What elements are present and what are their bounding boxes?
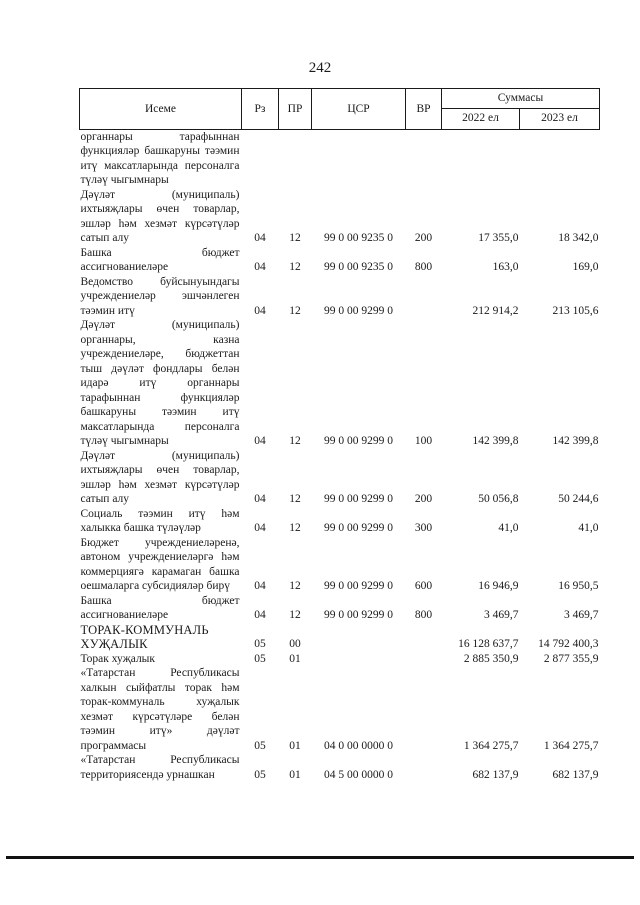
table-row: [80, 753, 600, 782]
row-name: органнары тарафыннан функцияләр башкаруны тәэмин итү максатларында персоналга түләү чыгымнары: [80, 130, 240, 186]
row-amount-2022: 1 364 275,7: [463, 739, 519, 752]
row-amount-2022: 50 056,8: [478, 493, 519, 505]
row-rz: 05: [254, 638, 266, 650]
row-pr: 01: [289, 768, 301, 781]
row-amount-2023: 18 342,0: [558, 232, 599, 244]
row-name: «Татарстан Республикасы территориясендә урнашкан: [80, 754, 240, 781]
row-rz: 04: [254, 232, 266, 244]
row-amount-2022: 2 885 350,9: [463, 652, 519, 665]
header-csr: ЦСР: [312, 89, 406, 130]
header-pr: ПР: [279, 89, 312, 130]
page-number: 242: [308, 60, 332, 76]
row-csr: 99 0 00 9299 0: [324, 609, 393, 621]
table-row: [80, 188, 600, 246]
row-amount-2023: [520, 129, 600, 188]
row-vr: [406, 753, 442, 782]
row-amount-2022: 41,0: [498, 522, 519, 534]
row-vr: [406, 652, 442, 667]
row-csr: 99 0 00 9299 0: [324, 435, 393, 447]
row-csr: 04 5 00 0000 0: [324, 768, 393, 781]
table-row: [80, 536, 600, 594]
row-rz: 04: [254, 304, 266, 317]
row-csr: 04 0 00 0000 0: [324, 739, 393, 752]
row-pr: 12: [289, 522, 301, 534]
row-name: Дәүләт (муниципаль) органнары, казна учреждениеләре, бюджеттан тыш дәүләт фондлары белән идарә итү органнары тарафыннан функцияләр башкаруны тәэмин итү максатларында персоналга түләү чыгымнары: [80, 319, 240, 447]
row-vr: 600: [414, 580, 433, 592]
row-amount-2023: 16 950,5: [558, 580, 599, 592]
header-vr: ВР: [406, 89, 442, 130]
table-row: [80, 449, 600, 507]
row-vr: 100: [414, 435, 433, 447]
row-rz: 05: [254, 739, 266, 752]
row-csr: [312, 129, 406, 188]
row-name: Ведомство буйсынуындагы учреждениеләр эшчәнлеген тәэмин итү: [80, 275, 240, 317]
row-rz: 04: [254, 261, 266, 273]
row-rz: 04: [254, 435, 266, 447]
row-vr: [406, 666, 442, 753]
row-rz: 04: [254, 522, 266, 534]
row-amount-2022: [442, 129, 520, 188]
row-vr: 300: [414, 522, 433, 534]
row-amount-2023: 14 792 400,3: [538, 638, 599, 650]
row-amount-2022: 142 399,8: [472, 435, 519, 447]
row-csr: [312, 623, 406, 652]
row-csr: 99 0 00 9299 0: [324, 304, 393, 317]
row-amount-2022: 16 946,9: [478, 580, 519, 592]
header-year-2023: 2023 ел: [520, 108, 600, 129]
row-name: «Татарстан Республикасы халкын сыйфатлы торак һәм торак-коммуналь хуҗалык хезмәт күрсәтүләре белән тәэмин итү» дәүләт программасы: [80, 667, 240, 752]
row-name: Башка бюджет ассигнованиеләре: [80, 594, 240, 621]
row-pr: 12: [289, 232, 301, 244]
row-rz: 05: [254, 652, 266, 665]
row-vr: [406, 129, 442, 188]
row-pr: 12: [289, 435, 301, 447]
row-rz: 04: [254, 493, 266, 505]
row-csr: 99 0 00 9235 0: [324, 232, 393, 244]
row-rz: 04: [254, 609, 266, 621]
row-amount-2022: 16 128 637,7: [458, 638, 519, 650]
header-sums: Суммасы: [442, 89, 600, 109]
row-csr: 99 0 00 9299 0: [324, 522, 393, 534]
row-pr: [279, 129, 312, 188]
header-year-2022: 2022 ел: [442, 108, 520, 129]
table-row: [80, 129, 600, 188]
row-pr: 12: [289, 580, 301, 592]
row-amount-2022: 163,0: [492, 261, 519, 273]
row-pr: 12: [289, 261, 301, 273]
row-name: Дәүләт (муниципаль) ихтыяҗлары өчен товарлар, эшләр һәм хезмәт күрсәтүләр сатып алу: [80, 188, 240, 244]
row-vr: 200: [414, 493, 433, 505]
row-pr: 01: [289, 739, 301, 752]
row-amount-2023: 41,0: [578, 522, 599, 534]
row-pr: 12: [289, 493, 301, 505]
table-row: [80, 318, 600, 449]
budget-table: [79, 88, 600, 782]
row-amount-2023: 169,0: [572, 261, 599, 273]
row-csr: 99 0 00 9235 0: [324, 261, 393, 273]
header-rz: Рз: [242, 89, 279, 130]
row-vr: [406, 275, 442, 319]
table-row: [80, 507, 600, 536]
table-row: [80, 652, 600, 667]
row-amount-2022: 17 355,0: [478, 232, 519, 244]
row-rz: 04: [254, 580, 266, 592]
row-pr: 12: [289, 609, 301, 621]
row-amount-2023: 1 364 275,7: [543, 739, 599, 752]
row-amount-2023: 50 244,6: [558, 493, 599, 505]
table-row: [80, 594, 600, 623]
row-name: Дәүләт (муниципаль) ихтыяҗлары өчен товарлар, эшләр һәм хезмәт күрсәтүләр сатып алу: [80, 449, 240, 505]
row-amount-2023: 2 877 355,9: [543, 652, 599, 665]
row-name: Башка бюджет ассигнованиеләре: [80, 246, 240, 273]
row-amount-2023: 142 399,8: [552, 435, 599, 447]
row-name: ТОРАК-КОММУНАЛЬ ХУҖАЛЫК: [80, 622, 209, 651]
page-bottom-rule: [6, 856, 634, 859]
table-row: [80, 275, 600, 319]
row-rz: 05: [254, 768, 266, 781]
row-amount-2023: 213 105,6: [552, 304, 599, 317]
row-csr: 99 0 00 9299 0: [324, 493, 393, 505]
row-name: Бюджет учреждениеләренә, автоном учреждениеләргә һәм коммерциягә карамаган башка оешмаларга субсидияләр бирү: [80, 536, 240, 592]
row-vr: 800: [414, 261, 433, 273]
row-pr: 12: [289, 304, 301, 317]
row-vr: [406, 623, 442, 652]
row-amount-2022: 682 137,9: [472, 768, 519, 781]
row-rz: [242, 129, 279, 188]
row-vr: 800: [414, 609, 433, 621]
row-name: Социаль тәэмин итү һәм халыкка башка түләүләр: [80, 507, 240, 534]
table-row: [80, 246, 600, 275]
row-csr: [312, 652, 406, 667]
table-row: [80, 666, 600, 753]
row-amount-2022: 3 469,7: [484, 609, 519, 621]
row-vr: 200: [414, 232, 433, 244]
row-amount-2023: 682 137,9: [552, 768, 599, 781]
row-amount-2022: 212 914,2: [472, 304, 519, 317]
row-pr: 00: [289, 638, 301, 650]
row-amount-2023: 3 469,7: [564, 609, 599, 621]
row-name: Торак хуҗалык: [80, 652, 155, 665]
row-pr: 01: [289, 652, 301, 665]
header-name: Исеме: [80, 89, 242, 130]
row-csr: 99 0 00 9299 0: [324, 580, 393, 592]
table-row-section: [80, 623, 600, 652]
